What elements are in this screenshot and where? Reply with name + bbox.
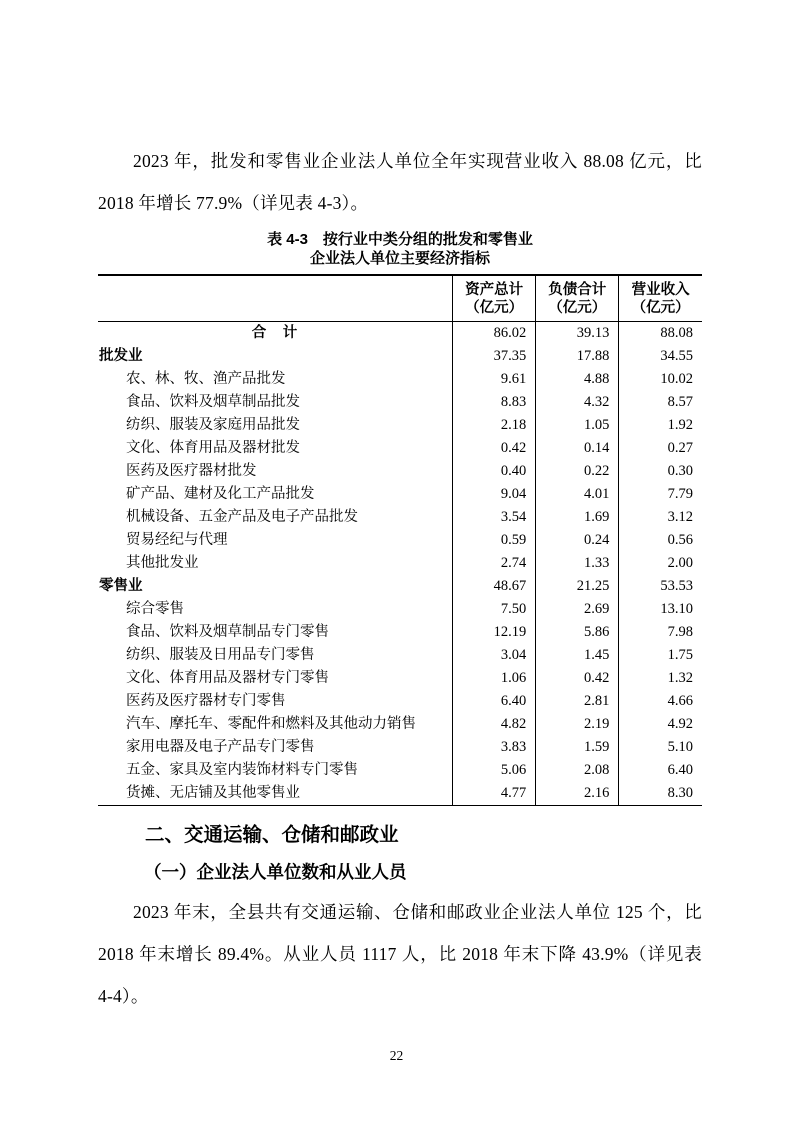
row-label: 农、林、牧、渔产品批发: [126, 371, 286, 387]
column-header: 资产总计 （亿元）: [453, 275, 536, 322]
row-value: 1.45: [536, 644, 619, 667]
column-header: 负债合计 （亿元）: [536, 275, 619, 322]
table-row: [98, 552, 702, 575]
row-value: 0.30: [619, 460, 702, 483]
row-value: 4.01: [536, 483, 619, 506]
row-value: 7.79: [619, 483, 702, 506]
row-value: 0.22: [536, 460, 619, 483]
row-value: 4.66: [619, 690, 702, 713]
row-value: 9.61: [453, 368, 536, 391]
row-value: 1.05: [536, 414, 619, 437]
table-title: [98, 230, 702, 268]
row-label: 其他批发业: [126, 555, 199, 571]
table-row: [98, 506, 702, 529]
row-label: 综合零售: [126, 601, 184, 617]
row-value: 1.06: [453, 667, 536, 690]
row-label: 文化、体育用品及器材批发: [126, 440, 300, 456]
row-value: 3.54: [453, 506, 536, 529]
row-label: 医药及医疗器材专门零售: [126, 693, 286, 709]
row-value: 4.92: [619, 713, 702, 736]
page-number: 22: [389, 1048, 404, 1063]
row-label: 汽车、摩托车、零配件和燃料及其他动力销售: [126, 716, 416, 732]
row-label: 五金、家具及室内装饰材料专门零售: [126, 762, 358, 778]
row-value: 0.59: [453, 529, 536, 552]
row-value: 3.83: [453, 736, 536, 759]
table-row: [98, 621, 702, 644]
row-value: 2.18: [453, 414, 536, 437]
column-header: 营业收入 （亿元）: [619, 275, 702, 322]
intro-paragraph: 2023 年，批发和零售业企业法人单位全年实现营业收入 88.08 亿元，比 2018 年增长 77.9%（详见表 4-3）。: [98, 151, 702, 213]
row-value: 6.40: [453, 690, 536, 713]
table-title-line1: 表 4-3 按行业中类分组的批发和零售业: [267, 231, 533, 248]
row-value: 5.10: [619, 736, 702, 759]
row-value: 2.19: [536, 713, 619, 736]
row-value: 4.77: [453, 782, 536, 806]
row-value: 39.13: [536, 322, 619, 346]
row-value: 4.32: [536, 391, 619, 414]
row-label: 食品、饮料及烟草制品专门零售: [126, 624, 329, 640]
row-label: 纺织、服装及日用品专门零售: [126, 647, 315, 663]
row-value: 2.69: [536, 598, 619, 621]
row-value: 0.42: [536, 667, 619, 690]
row-value: 37.35: [453, 345, 536, 368]
row-label: 零售业: [99, 578, 143, 594]
row-value: 9.04: [453, 483, 536, 506]
row-label: 食品、饮料及烟草制品批发: [126, 394, 300, 410]
closing-paragraph: 2023 年末，全县共有交通运输、仓储和邮政业企业法人单位 125 个，比 2018 年末增长 89.4%。从业人员 1117 人，比 2018 年末下降 43.9%（详见表 4-4）。: [98, 902, 702, 1006]
row-value: 6.40: [619, 759, 702, 782]
row-label: 纺织、服装及家庭用品批发: [126, 417, 300, 433]
section-heading: 二、交通运输、仓储和邮政业: [145, 824, 399, 846]
table-row: [98, 345, 702, 368]
row-value: 0.42: [453, 437, 536, 460]
row-value: 7.98: [619, 621, 702, 644]
row-value: 8.83: [453, 391, 536, 414]
table-row: [98, 690, 702, 713]
row-value: 2.81: [536, 690, 619, 713]
row-value: 88.08: [619, 322, 702, 346]
table-row: [98, 782, 702, 806]
table-row: [98, 598, 702, 621]
subsection-heading: （一）企业法人单位数和从业人员: [144, 862, 407, 882]
table-row: [98, 759, 702, 782]
row-label: 文化、体育用品及器材专门零售: [126, 670, 329, 686]
row-value: 7.50: [453, 598, 536, 621]
row-value: 8.30: [619, 782, 702, 806]
row-label: 贸易经纪与代理: [126, 532, 228, 548]
row-value: 1.33: [536, 552, 619, 575]
row-value: 0.24: [536, 529, 619, 552]
row-value: 0.14: [536, 437, 619, 460]
row-label: 矿产品、建材及化工产品批发: [126, 486, 315, 502]
row-value: 4.82: [453, 713, 536, 736]
table-row: [98, 437, 702, 460]
row-value: 0.40: [453, 460, 536, 483]
row-value: 1.59: [536, 736, 619, 759]
table-title-line2: 企业法人单位主要经济指标: [309, 250, 490, 267]
row-value: 12.19: [453, 621, 536, 644]
table-row: [98, 391, 702, 414]
table-row: [98, 483, 702, 506]
row-value: 48.67: [453, 575, 536, 598]
row-label: 合 计: [251, 325, 299, 341]
row-value: 4.88: [536, 368, 619, 391]
table-row: [98, 529, 702, 552]
table-row: [98, 414, 702, 437]
table-row: [98, 736, 702, 759]
table-row: [98, 368, 702, 391]
row-value: 0.56: [619, 529, 702, 552]
row-label: 货摊、无店铺及其他零售业: [126, 785, 300, 801]
row-value: 17.88: [536, 345, 619, 368]
row-value: 2.74: [453, 552, 536, 575]
row-value: 0.27: [619, 437, 702, 460]
row-value: 2.00: [619, 552, 702, 575]
empty-header-cell: [98, 275, 453, 322]
row-value: 1.69: [536, 506, 619, 529]
table-header-row: [98, 275, 702, 322]
row-value: 1.32: [619, 667, 702, 690]
table-row: [98, 713, 702, 736]
table-row: [98, 667, 702, 690]
row-label: 机械设备、五金产品及电子产品批发: [126, 509, 358, 525]
row-value: 34.55: [619, 345, 702, 368]
row-label: 批发业: [99, 348, 143, 364]
row-value: 53.53: [619, 575, 702, 598]
table-row: [98, 322, 702, 346]
row-value: 2.08: [536, 759, 619, 782]
row-value: 1.75: [619, 644, 702, 667]
row-value: 3.04: [453, 644, 536, 667]
row-value: 21.25: [536, 575, 619, 598]
row-value: 5.06: [453, 759, 536, 782]
row-value: 3.12: [619, 506, 702, 529]
row-label: 医药及医疗器材批发: [126, 463, 257, 479]
table-row: [98, 575, 702, 598]
row-value: 8.57: [619, 391, 702, 414]
row-value: 2.16: [536, 782, 619, 806]
row-value: 86.02: [453, 322, 536, 346]
row-value: 10.02: [619, 368, 702, 391]
row-value: 5.86: [536, 621, 619, 644]
table-row: [98, 644, 702, 667]
economic-indicators-table: [98, 274, 702, 806]
row-label: 家用电器及电子产品专门零售: [126, 739, 315, 755]
row-value: 13.10: [619, 598, 702, 621]
table-row: [98, 460, 702, 483]
row-value: 1.92: [619, 414, 702, 437]
